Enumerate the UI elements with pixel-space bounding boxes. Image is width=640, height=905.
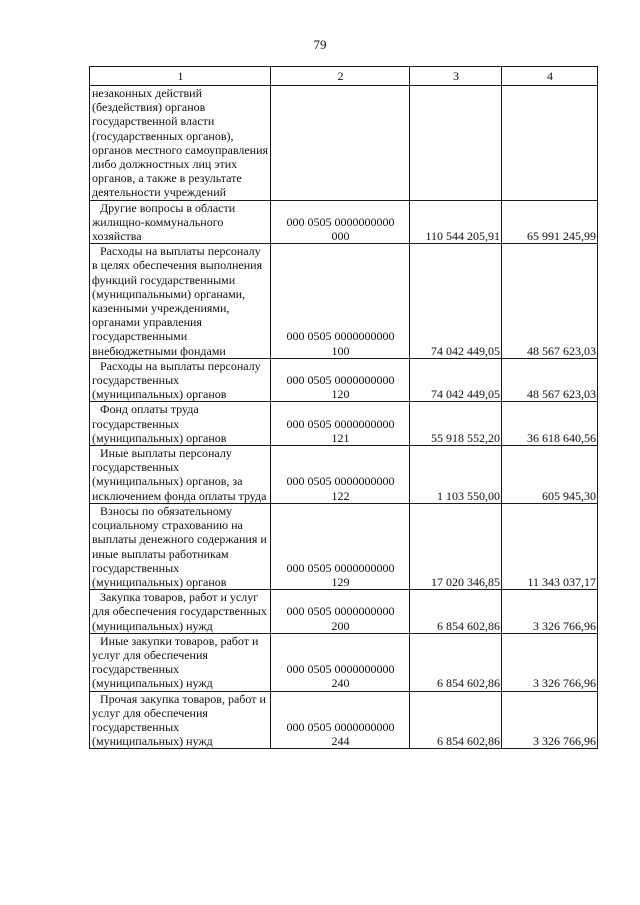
row-value-col4	[502, 86, 598, 201]
row-value-col3: 6 854 602,86	[410, 691, 502, 749]
row-code	[271, 402, 410, 446]
row-name: Иные выплаты персоналу государственных (муниципальных) органов, за исключением фонда оплаты труда	[90, 446, 271, 504]
column-header-2: 2	[271, 67, 410, 86]
table-row	[90, 691, 598, 749]
row-value-col4: 48 567 623,03	[502, 244, 598, 359]
row-code-main: 000 0505 0000000000	[286, 474, 395, 489]
table-row	[90, 200, 598, 244]
row-code	[271, 358, 410, 402]
row-value-col3: 74 042 449,05	[410, 358, 502, 402]
row-name: Фонд оплаты труда государственных (муниципальных) органов	[90, 402, 271, 446]
row-code-main: 000 0505 0000000000	[286, 416, 395, 431]
row-value-col3: 55 918 552,20	[410, 402, 502, 446]
column-header-3: 3	[410, 67, 502, 86]
row-value-col3: 6 854 602,86	[410, 633, 502, 691]
row-name: Взносы по обязательному социальному страхованию на выплаты денежного содержания и иные выплаты работникам государственных (муниципальных) органов	[90, 503, 271, 589]
row-code	[271, 446, 410, 504]
column-header-4: 4	[502, 67, 598, 86]
row-code-type: 122	[331, 488, 350, 503]
row-value-col3: 17 020 346,85	[410, 503, 502, 589]
page-number: 79	[313, 37, 327, 52]
row-name: Иные закупки товаров, работ и услуг для обеспечения государственных (муниципальных) нужд	[90, 633, 271, 691]
row-code-type: 000	[331, 229, 350, 244]
row-code	[271, 244, 410, 359]
table-row	[90, 358, 598, 402]
row-name: Другие вопросы в области жилищно-коммунального хозяйства	[90, 200, 271, 244]
table-row	[90, 590, 598, 634]
row-code-main: 000 0505 0000000000	[286, 214, 395, 229]
row-code-main: 000 0505 0000000000	[286, 662, 395, 677]
row-code-type: 100	[331, 343, 350, 358]
row-code-main: 000 0505 0000000000	[286, 604, 395, 619]
table-row	[90, 633, 598, 691]
row-value-col4: 3 326 766,96	[502, 590, 598, 634]
row-name: незаконных действий (бездействия) органов государственной власти (государственных органов), органов местного самоуправления либо должностных лиц этих органов, а также в результате деятельности учреждений	[90, 86, 271, 201]
row-code-main: 000 0505 0000000000	[286, 373, 395, 388]
column-header-1: 1	[90, 67, 271, 86]
row-code-main: 000 0505 0000000000	[286, 560, 395, 575]
row-code-type: 129	[331, 574, 350, 589]
row-code	[271, 633, 410, 691]
budget-table	[89, 66, 598, 749]
row-code-type: 120	[331, 387, 350, 402]
row-code	[271, 86, 410, 201]
row-code-main: 000 0505 0000000000	[286, 719, 395, 734]
table-row	[90, 244, 598, 359]
row-code-type: 244	[331, 734, 350, 749]
table-row	[90, 86, 598, 201]
row-code	[271, 691, 410, 749]
row-code-type: 121	[331, 430, 350, 445]
row-value-col4: 48 567 623,03	[502, 358, 598, 402]
row-code-type: 200	[331, 618, 350, 633]
row-name: Расходы на выплаты персоналу в целях обеспечения выполнения функций государственными (муниципальными) органами, казенными учреждениями, органами управления государственными внебюджетными фондами	[90, 244, 271, 359]
row-code	[271, 200, 410, 244]
row-value-col4: 65 991 245,99	[502, 200, 598, 244]
row-value-col4: 36 618 640,56	[502, 402, 598, 446]
row-value-col3: 110 544 205,91	[410, 200, 502, 244]
row-value-col4: 3 326 766,96	[502, 633, 598, 691]
row-value-col4: 11 343 037,17	[502, 503, 598, 589]
row-code-main: 000 0505 0000000000	[286, 329, 395, 344]
row-name: Закупка товаров, работ и услуг для обеспечения государственных (муниципальных) нужд	[90, 590, 271, 634]
row-value-col3: 1 103 550,00	[410, 446, 502, 504]
row-value-col4: 3 326 766,96	[502, 691, 598, 749]
row-name: Расходы на выплаты персоналу государственных (муниципальных) органов	[90, 358, 271, 402]
row-value-col3: 74 042 449,05	[410, 244, 502, 359]
table-header-row	[90, 67, 598, 86]
table-body	[90, 86, 598, 749]
row-code	[271, 503, 410, 589]
row-value-col3: 6 854 602,86	[410, 590, 502, 634]
row-value-col3	[410, 86, 502, 201]
table-row	[90, 402, 598, 446]
row-name: Прочая закупка товаров, работ и услуг для обеспечения государственных (муниципальных) нужд	[90, 691, 271, 749]
row-code	[271, 590, 410, 634]
row-code-type: 240	[331, 676, 350, 691]
table-row	[90, 446, 598, 504]
table-row	[90, 503, 598, 589]
row-value-col4: 605 945,30	[502, 446, 598, 504]
